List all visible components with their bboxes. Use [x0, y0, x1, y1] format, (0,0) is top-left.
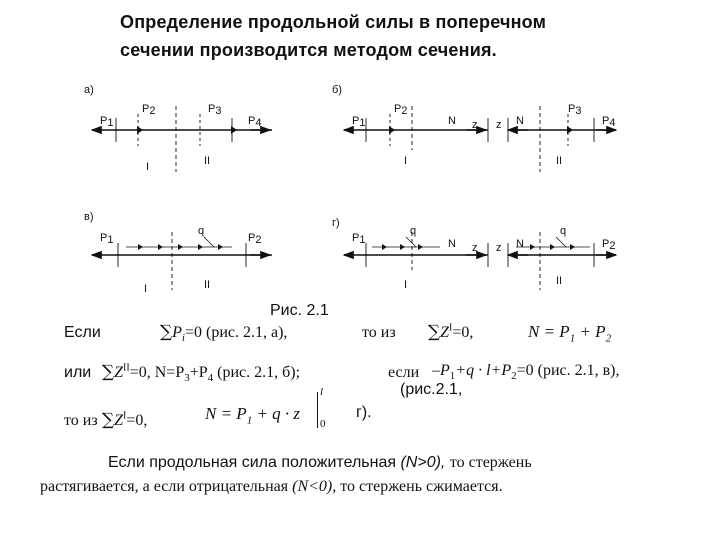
figure-caption: Рис. 2.1 — [270, 302, 329, 319]
panel-b-p4: P4 — [602, 115, 616, 129]
panel-g-q2: q — [560, 225, 567, 237]
panel-b-label: б) — [332, 84, 342, 96]
text-esli: Если — [64, 324, 101, 341]
text-ris21: (рис.2.1, — [400, 381, 463, 398]
eq-sum-zii: $\sum Z^{II}=0$, $N=P_3+P_4$ (рис. 2.1, б); — [102, 362, 301, 385]
panel-b-section-2: II — [556, 155, 563, 167]
panel-b-p2: P2 — [394, 103, 408, 117]
panel-v-q: q — [198, 225, 205, 237]
eq-condition-v: $-P_1+q \cdot l+P_2=0$ (рис. 2.1, в), — [432, 362, 620, 383]
text-esli-2: если — [388, 364, 420, 381]
formula-n-p1-p2: $N = P_1 + P_2$ — [528, 322, 612, 345]
eq-sum-pi: $\sum P_i=0$ (рис. 2.1, а), — [160, 322, 288, 345]
eval-bar — [317, 392, 318, 428]
panel-v-p2: P2 — [248, 232, 262, 246]
paragraph-line-2: растягивается, а если отрицательная (N<0), то стержень сжимается. — [40, 478, 503, 495]
panel-v-drawing — [92, 232, 272, 290]
panel-b-z1: z — [472, 119, 478, 131]
panel-g-q1: q — [410, 225, 417, 237]
text-g-ref: г). — [356, 404, 372, 421]
eq-sum-zi: $\sum Z^I=0$, — [428, 322, 474, 342]
panel-a-section-1: I — [146, 161, 150, 173]
panel-g-n2: N — [516, 238, 524, 250]
formula-n-p1-qz: $N = P_1 + q \cdot z$ — [205, 404, 301, 427]
panel-v-label: в) — [84, 211, 94, 223]
panel-g-n1: N — [448, 238, 456, 250]
panel-a-section-2: II — [204, 155, 211, 167]
panel-v-p1: P1 — [100, 232, 114, 246]
text-ili: или — [64, 364, 92, 381]
panel-g-section-2: II — [556, 275, 563, 287]
eval-bar-upper: l — [320, 386, 324, 398]
panel-b-section-1: I — [404, 155, 408, 167]
panel-b-n2: N — [516, 115, 524, 127]
eval-bar-lower: 0 — [320, 418, 326, 430]
panel-a-drawing — [92, 106, 272, 172]
paragraph-line-1: Если продольная сила положительная (N>0), то стержень — [108, 454, 532, 471]
panel-g-z1: z — [472, 242, 478, 254]
panel-g-z2: z — [496, 242, 502, 254]
panel-g-drawing — [344, 232, 616, 290]
eq-sum-zi-2: $\sum Z^I=0$, — [102, 410, 148, 430]
panel-g-p2: P2 — [602, 238, 616, 252]
panel-g-p1: P1 — [352, 232, 366, 246]
panel-a-p3: P3 — [208, 103, 222, 117]
panel-b-z2: z — [496, 119, 502, 131]
panel-b-p3: P3 — [568, 103, 582, 117]
panel-g-label: г) — [332, 217, 340, 229]
title-line-2: сечении производится методом сечения. — [120, 40, 497, 60]
panel-b-n1: N — [448, 115, 456, 127]
panel-v-section-2: II — [204, 279, 211, 291]
panel-a-p4: P4 — [248, 115, 262, 129]
title-line-1: Определение продольной силы в поперечном — [120, 12, 547, 32]
panel-a-p2: P2 — [142, 103, 156, 117]
panel-v-section-1: I — [144, 283, 148, 295]
panel-b-p1: P1 — [352, 115, 366, 129]
text-to-iz-2: то из — [64, 412, 98, 429]
panel-g-section-1: I — [404, 279, 408, 291]
panel-a-label: а) — [84, 84, 94, 96]
text-to-iz: то из — [362, 324, 396, 341]
panel-a-p1: P1 — [100, 115, 114, 129]
